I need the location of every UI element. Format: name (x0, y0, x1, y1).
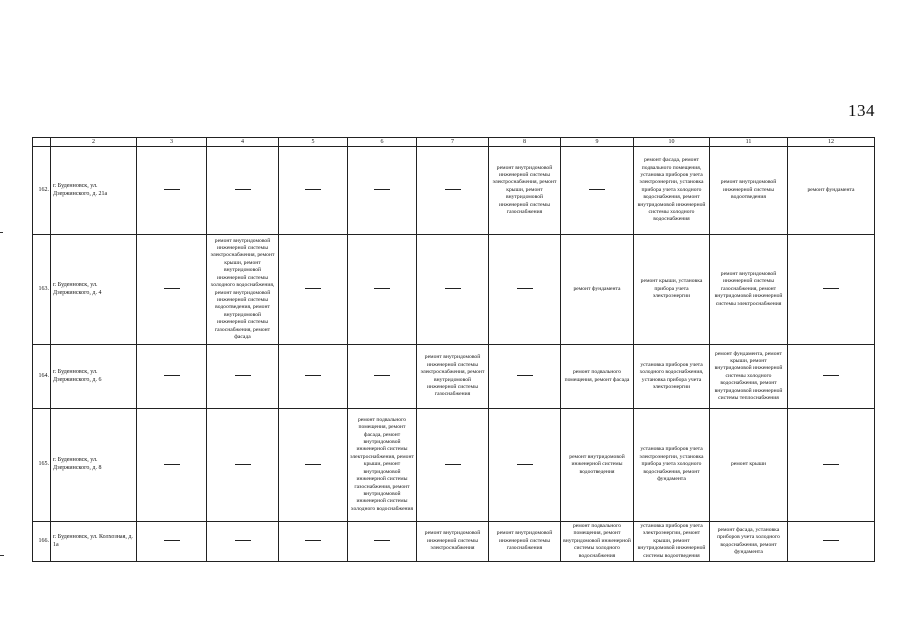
dash-mark (305, 288, 321, 289)
work-cell: ремонт подвального помещения, ремонт внутридомовой инженерной системы холодного водоснабжения (561, 522, 634, 562)
work-cell: ремонт внутридомовой инженерной системы водоотведения (710, 147, 788, 235)
work-cell: ремонт фасада, ремонт подвального помещения, установка приборов учета электроэнергии, установка прибора учета холодного водоснабжения, ремонт внутридомовой инженерной системы холодного водоснабжения (634, 147, 710, 235)
row-number: 166. (33, 522, 51, 562)
dash-mark (305, 189, 321, 190)
empty-dash-cell (489, 345, 561, 409)
row-number: 164. (33, 345, 51, 409)
work-cell: ремонт крыши (710, 409, 788, 522)
dash-mark (374, 189, 390, 190)
address-cell: г. Буденновск, ул. Дзержинского, д. 4 (51, 235, 137, 345)
dash-mark (374, 288, 390, 289)
empty-dash-cell (561, 147, 634, 235)
work-cell: ремонт внутридомовой инженерной системы газоснабжения (489, 522, 561, 562)
work-cell: установка приборов учета электроэнергии, установка прибора учета холодного водоснабжения, ремонт фундамента (634, 409, 710, 522)
work-cell: установка приборов учета электроэнергии, ремонт крыши, ремонт внутридомовой инженерной системы водоотведения (634, 522, 710, 562)
work-cell: ремонт подвального помещения, ремонт фасада (561, 345, 634, 409)
empty-dash-cell (489, 409, 561, 522)
row-number: 165. (33, 409, 51, 522)
work-cell: ремонт фундамента (788, 147, 875, 235)
header-cell: 6 (348, 138, 417, 147)
header-cell: 2 (51, 138, 137, 147)
empty-dash-cell (348, 345, 417, 409)
empty-dash-cell (279, 147, 348, 235)
empty-dash-cell (417, 409, 489, 522)
empty-dash-cell (348, 522, 417, 562)
works-table (32, 137, 875, 562)
work-cell: ремонт внутридомовой инженерной системы электроснабжения, ремонт внутридомовой инженерной системы газоснабжения (417, 345, 489, 409)
work-cell: ремонт внутридомовой инженерной системы газоснабжения, ремонт внутридомовой инженерной системы электроснабжения (710, 235, 788, 345)
table-row (33, 522, 875, 562)
dash-mark (164, 189, 180, 190)
dash-mark (517, 464, 533, 465)
table-row (33, 409, 875, 522)
dash-mark (823, 464, 839, 465)
empty-dash-cell (207, 522, 279, 562)
empty-dash-cell (417, 147, 489, 235)
table-row (33, 345, 875, 409)
header-cell: 8 (489, 138, 561, 147)
dash-mark (445, 464, 461, 465)
header-cell: 4 (207, 138, 279, 147)
header-cell (33, 138, 51, 147)
empty-dash-cell (279, 345, 348, 409)
empty-dash-cell (137, 345, 207, 409)
empty-dash-cell (788, 235, 875, 345)
header-cell: 12 (788, 138, 875, 147)
scan-edge-line (0, 555, 4, 556)
address-cell: г. Буденновск, ул. Дзержинского, д. 21а (51, 147, 137, 235)
empty-dash-cell (788, 345, 875, 409)
dash-mark (823, 540, 839, 541)
work-cell: ремонт подвального помещения, ремонт фасада, ремонт внутридомовой инженерной системы электроснабжения, ремонт крыши, ремонт внутридомовой инженерной системы газоснабжения, ремонт внутридомовой инженерной системы холодного водоснабжения (348, 409, 417, 522)
dash-mark (235, 540, 251, 541)
dash-mark (164, 464, 180, 465)
work-cell: ремонт внутридомовой инженерной системы водоотведения (561, 409, 634, 522)
dash-mark (517, 288, 533, 289)
header-cell: 9 (561, 138, 634, 147)
empty-dash-cell (137, 522, 207, 562)
work-cell: ремонт фундамента (561, 235, 634, 345)
empty-dash-cell (207, 409, 279, 522)
empty-dash-cell (348, 235, 417, 345)
page-number: 134 (848, 101, 875, 120)
row-number: 163. (33, 235, 51, 345)
dash-mark (445, 288, 461, 289)
empty-dash-cell (788, 522, 875, 562)
dash-mark (374, 375, 390, 376)
address-cell: г. Буденновск, ул. Колхозная, д. 1а (51, 522, 137, 562)
dash-mark (305, 540, 321, 541)
dash-mark (823, 375, 839, 376)
dash-mark (164, 540, 180, 541)
header-cell: 10 (634, 138, 710, 147)
dash-mark (305, 375, 321, 376)
empty-dash-cell (137, 235, 207, 345)
scan-edge-line (0, 232, 3, 233)
dash-mark (164, 375, 180, 376)
table-row (33, 147, 875, 235)
empty-dash-cell (137, 147, 207, 235)
header-cell: 3 (137, 138, 207, 147)
table-row (33, 235, 875, 345)
work-cell: ремонт крыши, установка прибора учета электроэнергии (634, 235, 710, 345)
work-cell: ремонт внутридомовой инженерной системы электроснабжения, ремонт крыши, ремонт внутридомовой инженерной системы холодного водоснабжения, ремонт внутридомовой инженерной системы водоотведения, ремонт внутридомовой инженерной системы газоснабжения, ремонт фасада (207, 235, 279, 345)
work-cell: ремонт фундамента, ремонт крыши, ремонт внутридомовой инженерной системы холодного водоснабжения, ремонт внутридомовой инженерной системы теплоснабжения (710, 345, 788, 409)
header-cell: 7 (417, 138, 489, 147)
row-number: 162. (33, 147, 51, 235)
dash-mark (445, 189, 461, 190)
empty-dash-cell (489, 235, 561, 345)
empty-dash-cell (788, 409, 875, 522)
header-row (33, 138, 875, 147)
empty-dash-cell (207, 147, 279, 235)
dash-mark (164, 288, 180, 289)
empty-dash-cell (279, 235, 348, 345)
dash-mark (235, 375, 251, 376)
header-cell: 11 (710, 138, 788, 147)
work-cell: ремонт внутридомовой инженерной системы электроснабжения (417, 522, 489, 562)
dash-mark (235, 189, 251, 190)
work-cell: ремонт внутридомовой инженерной системы электроснабжения, ремонт крыши, ремонт внутридомовой инженерной системы газоснабжения (489, 147, 561, 235)
address-cell: г. Буденновск, ул. Дзержинского, д. 6 (51, 345, 137, 409)
dash-mark (374, 540, 390, 541)
dash-mark (517, 375, 533, 376)
dash-mark (305, 464, 321, 465)
empty-dash-cell (207, 345, 279, 409)
empty-dash-cell (137, 409, 207, 522)
empty-dash-cell (279, 522, 348, 562)
header-cell: 5 (279, 138, 348, 147)
work-cell: установка приборов учета холодного водоснабжения, установка прибора учета электроэнергии (634, 345, 710, 409)
dash-mark (823, 288, 839, 289)
empty-dash-cell (279, 409, 348, 522)
dash-mark (589, 189, 605, 190)
dash-mark (235, 464, 251, 465)
address-cell: г. Буденновск, ул. Дзержинского, д. 8 (51, 409, 137, 522)
empty-dash-cell (348, 147, 417, 235)
work-cell: ремонт фасада, установка приборов учета холодного водоснабжения, ремонт фундамента (710, 522, 788, 562)
empty-dash-cell (417, 235, 489, 345)
